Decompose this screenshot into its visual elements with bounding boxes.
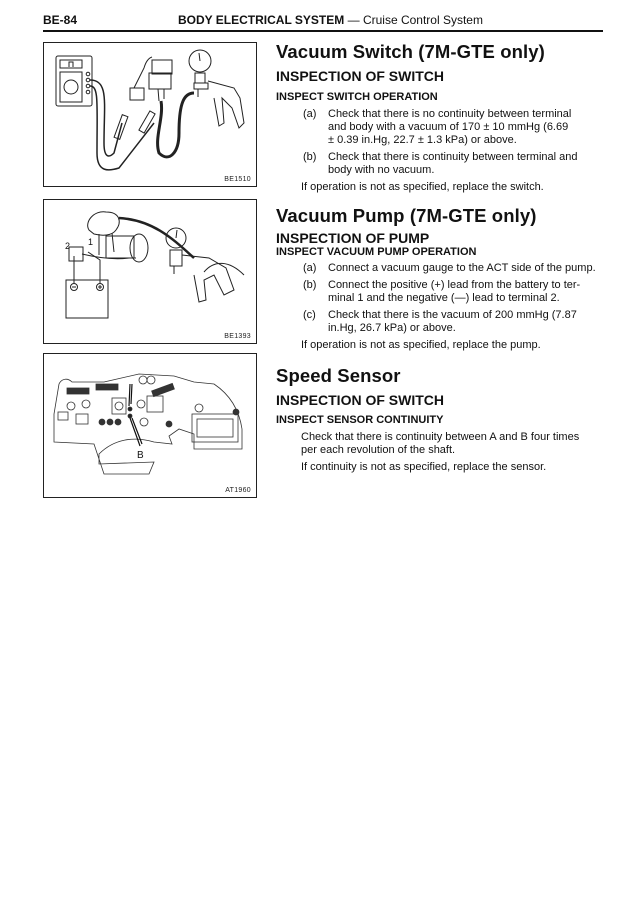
section-speed-sensor xyxy=(276,365,606,474)
section-note: If continuity is not as specified, replace the sensor. xyxy=(301,461,547,473)
section-note: If operation is not as specified, replace the switch. xyxy=(301,181,544,193)
step-line: ± 0.39 in.Hg, 22.7 ± 1.3 kPa) or above. xyxy=(328,134,517,146)
section-body xyxy=(276,431,606,457)
procedure-heading: INSPECT SWITCH OPERATION xyxy=(276,91,438,103)
procedure-heading: INSPECT VACUUM PUMP OPERATION xyxy=(276,246,477,258)
figure-code: AT1960 xyxy=(225,487,251,494)
figure-code: BE1510 xyxy=(224,176,251,183)
step-line: Check that there is continuity between terminal and xyxy=(328,151,578,163)
step-line: body with no vacuum. xyxy=(328,164,435,176)
vacuum-switch-test-illustration-icon xyxy=(44,43,255,185)
step-line: Check that there is the vacuum of 200 mmHg (7.87 xyxy=(328,309,577,321)
sensor-label-b: B xyxy=(137,450,144,461)
section-vacuum-pump xyxy=(276,205,606,352)
figure-speed-sensor xyxy=(43,353,257,498)
step-b xyxy=(276,151,606,177)
page-number: BE-84 xyxy=(43,13,78,27)
step-label: (b) xyxy=(303,151,317,163)
step-line: in.Hg, 26.7 kPa) or above. xyxy=(328,322,456,334)
header-title xyxy=(178,13,483,27)
step-a xyxy=(276,108,606,147)
speed-sensor-illustration-icon xyxy=(44,354,255,496)
step-a xyxy=(276,262,606,275)
section-subtitle: INSPECTION OF PUMP xyxy=(276,230,430,246)
step-line: Check that there is no continuity between terminal xyxy=(328,108,572,120)
procedure-heading: INSPECT SENSOR CONTINUITY xyxy=(276,414,444,426)
section-vacuum-switch xyxy=(276,41,606,194)
terminal-label-1: 1 xyxy=(88,237,94,247)
section-title: Vacuum Pump (7M-GTE only) xyxy=(276,205,537,226)
page-header xyxy=(43,12,603,32)
section-title: Speed Sensor xyxy=(276,365,401,386)
step-line: Connect a vacuum gauge to the ACT side of the pump. xyxy=(328,262,596,274)
header-subsection: Cruise Control System xyxy=(362,13,483,27)
section-title: Vacuum Switch (7M-GTE only) xyxy=(276,41,545,62)
figure-vacuum-switch xyxy=(43,42,257,187)
step-c xyxy=(276,309,606,335)
section-note: If operation is not as specified, replace the pump. xyxy=(301,339,541,351)
step-label: (c) xyxy=(303,309,316,321)
step-label: (b) xyxy=(303,279,317,291)
step-line: minal 1 and the negative (—) lead to terminal 2. xyxy=(328,292,560,304)
header-separator: — xyxy=(347,13,360,27)
header-section: BODY ELECTRICAL SYSTEM xyxy=(178,13,345,27)
step-label: (a) xyxy=(303,262,317,274)
body-line: per each revolution of the shaft. xyxy=(301,444,456,456)
section-subtitle: INSPECTION OF SWITCH xyxy=(276,68,444,84)
step-b xyxy=(276,279,606,305)
step-line: Connect the positive (+) lead from the battery to ter- xyxy=(328,279,581,291)
step-line: and body with a vacuum of 170 ± 10 mmHg (6.69 xyxy=(328,121,569,133)
terminal-label-2: 2 xyxy=(65,241,71,251)
figure-code: BE1393 xyxy=(224,333,251,340)
section-subtitle: INSPECTION OF SWITCH xyxy=(276,392,444,408)
step-label: (a) xyxy=(303,108,317,120)
figure-vacuum-pump xyxy=(43,199,257,344)
body-line: Check that there is continuity between A and B four times xyxy=(301,431,580,443)
vacuum-pump-test-illustration-icon xyxy=(44,200,255,342)
